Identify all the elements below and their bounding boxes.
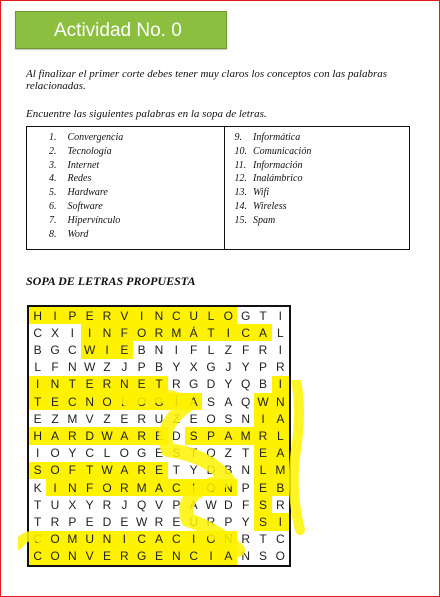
grid-letter-cell[interactable]: Q — [240, 377, 251, 392]
grid-letter-cell[interactable]: B — [224, 463, 233, 478]
word-list-item — [235, 200, 410, 214]
grid-letter-cell[interactable]: T — [150, 376, 167, 393]
grid-letter-cell[interactable]: U — [189, 514, 198, 529]
grid-letter-cell[interactable]: I — [29, 376, 46, 393]
word-number: 4. — [49, 173, 57, 185]
grid-letter-cell[interactable]: I — [116, 531, 133, 548]
grid-letter-cell[interactable]: P — [137, 360, 146, 375]
grid-letter-cell[interactable]: N — [168, 548, 185, 565]
grid-letter-cell[interactable]: L — [116, 393, 133, 410]
grid-letter-cell[interactable]: L — [34, 360, 41, 375]
grid-letter-cell[interactable]: T — [202, 324, 219, 341]
word-text: Hardware — [65, 187, 108, 199]
grid-letter-cell[interactable]: P — [224, 514, 233, 529]
grid-letter-cell[interactable]: G — [50, 342, 60, 357]
grid-letter-cell[interactable]: R — [133, 427, 150, 444]
grid-letter-cell[interactable]: O — [133, 393, 150, 410]
grid-letter-cell[interactable]: Z — [103, 360, 111, 375]
grid-letter-cell[interactable]: I — [278, 308, 282, 323]
grid-letter-cell[interactable]: C — [185, 548, 202, 565]
grid-letter-cell[interactable]: R — [133, 462, 150, 479]
grid-letter-cell[interactable]: Á — [185, 324, 202, 341]
grid-letter-cell[interactable]: F — [116, 324, 133, 341]
grid-letter-cell[interactable]: E — [150, 462, 167, 479]
grid-letter-cell[interactable]: L — [103, 446, 111, 461]
grid-letter-cell[interactable]: N — [64, 479, 81, 496]
grid-letter-cell[interactable]: T — [64, 376, 81, 393]
grid-letter-cell[interactable]: Z — [103, 411, 111, 426]
grid-letter-cell[interactable]: N — [150, 307, 167, 324]
grid-letter-cell[interactable]: A — [116, 427, 133, 444]
grid-letter-cell[interactable]: C — [67, 342, 77, 357]
grid-letter-cell[interactable]: G — [150, 393, 167, 410]
grid-letter-cell[interactable]: B — [137, 342, 146, 357]
word-text: Software — [65, 200, 103, 212]
grid-letter-cell[interactable]: Z — [172, 411, 180, 426]
grid-letter-cell[interactable]: Q — [206, 446, 216, 461]
grid-letter-cell[interactable]: E — [81, 376, 98, 393]
grid-letter-cell[interactable]: R — [116, 548, 133, 565]
grid-letter-cell[interactable]: T — [259, 532, 267, 547]
grid-letter-cell[interactable]: A — [189, 497, 198, 512]
word-number: 9. — [234, 132, 242, 143]
grid-letter-cell[interactable]: O — [50, 446, 60, 461]
grid-letter-cell[interactable]: O — [275, 549, 285, 564]
grid-letter-cell[interactable]: A — [46, 427, 63, 444]
grid-letter-cell[interactable]: Y — [224, 377, 233, 392]
grid-letter-cell[interactable]: F — [241, 342, 250, 357]
word-list-item — [235, 159, 410, 173]
grid-letter-cell[interactable]: Z — [224, 342, 232, 357]
grid-letter-cell[interactable]: L — [254, 462, 271, 479]
grid-letter-cell[interactable]: X — [50, 325, 59, 340]
grid-letter-cell[interactable]: W — [98, 462, 115, 479]
word-text: Redes — [65, 173, 92, 185]
grid-letter-cell[interactable]: C — [29, 548, 46, 565]
grid-letter-cell[interactable]: I — [272, 513, 289, 530]
grid-letter-cell[interactable]: M — [67, 411, 78, 426]
grid-letter-cell[interactable]: N — [64, 548, 81, 565]
grid-letter-cell[interactable]: R — [98, 376, 115, 393]
word-text: Informática — [250, 132, 301, 143]
grid-letter-cell[interactable]: G — [188, 377, 199, 392]
grid-letter-cell[interactable]: N — [98, 324, 115, 341]
word-number: 5. — [49, 187, 57, 199]
grid-letter-cell[interactable]: N — [220, 531, 237, 548]
grid-letter-cell[interactable]: E — [85, 514, 94, 529]
grid-letter-cell[interactable]: L — [207, 342, 215, 357]
word-text: Wifi — [250, 187, 270, 199]
grid-letter-cell[interactable]: P — [172, 497, 181, 512]
grid-letter-cell[interactable]: E — [254, 479, 271, 496]
word-list-item — [235, 186, 410, 200]
word-number: 10. — [234, 145, 247, 157]
word-number: 6. — [49, 200, 57, 212]
word-text: Word — [65, 228, 89, 240]
grid-letter-cell[interactable]: N — [46, 376, 63, 393]
grid-letter-cell[interactable]: W — [136, 514, 148, 529]
grid-letter-cell[interactable]: E — [98, 548, 115, 565]
grid-letter-cell[interactable]: N — [98, 531, 115, 548]
word-text: Comunicación — [250, 145, 312, 157]
word-list-item — [49, 145, 224, 159]
word-number: 1. — [49, 132, 57, 143]
grid-letter-cell[interactable]: Z — [51, 411, 59, 426]
grid-letter-cell[interactable]: R — [116, 479, 133, 496]
grid-letter-cell[interactable]: K — [33, 480, 42, 495]
grid-letter-cell[interactable]: C — [133, 531, 150, 548]
grid-letter-cell[interactable]: O — [202, 531, 219, 548]
word-list-item — [49, 131, 224, 145]
grid-letter-cell[interactable]: A — [272, 445, 289, 462]
grid-letter-cell[interactable]: A — [272, 410, 289, 427]
grid-letter-cell[interactable]: N — [241, 411, 250, 426]
grid-letter-cell[interactable]: A — [116, 462, 133, 479]
grid-letter-cell[interactable]: B — [258, 377, 267, 392]
word-number: 11. — [234, 159, 247, 171]
grid-letter-cell[interactable]: W — [254, 393, 271, 410]
grid-letter-cell[interactable]: I — [272, 376, 289, 393]
grid-letter-cell[interactable]: T — [172, 463, 180, 478]
grid-letter-cell[interactable]: Y — [241, 514, 250, 529]
grid-letter-cell[interactable]: O — [46, 531, 63, 548]
grid-letter-cell[interactable]: I — [185, 531, 202, 548]
grid-letter-cell[interactable]: P — [241, 480, 250, 495]
grid-letter-cell[interactable]: L — [202, 307, 219, 324]
grid-letter-cell[interactable]: G — [206, 360, 216, 375]
grid-letter-cell[interactable]: E — [172, 514, 181, 529]
grid-letter-cell[interactable]: X — [68, 497, 77, 512]
grid-letter-cell[interactable]: O — [119, 446, 129, 461]
grid-letter-cell[interactable]: I — [81, 324, 98, 341]
grid-letter-cell[interactable]: M — [168, 324, 185, 341]
grid-letter-cell[interactable]: N — [241, 463, 250, 478]
grid-letter-cell[interactable]: P — [68, 514, 77, 529]
grid-letter-cell[interactable]: R — [102, 497, 112, 512]
word-number: 15. — [234, 214, 247, 226]
grid-letter-cell[interactable]: P — [202, 427, 219, 444]
grid-letter-cell[interactable]: W — [84, 360, 96, 375]
grid-letter-cell[interactable]: E — [120, 514, 129, 529]
grid-letter-cell[interactable]: G — [240, 308, 251, 323]
grid-letter-cell[interactable]: D — [171, 428, 181, 443]
grid-letter-cell[interactable]: B — [33, 342, 42, 357]
word-text: Inalámbrico — [250, 173, 303, 185]
word-search-grid[interactable] — [27, 305, 291, 567]
grid-letter-cell[interactable]: R — [137, 411, 146, 426]
word-number: 2. — [49, 145, 57, 157]
grid-letter-cell[interactable]: O — [133, 324, 150, 341]
grid-letter-cell[interactable]: E — [133, 376, 150, 393]
grid-letter-cell[interactable]: N — [220, 479, 237, 496]
grid-letter-cell[interactable]: R — [154, 514, 164, 529]
grid-letter-cell[interactable]: O — [46, 548, 63, 565]
grid-letter-cell[interactable]: O — [46, 462, 63, 479]
grid-letter-cell[interactable]: S — [254, 496, 271, 513]
word-list-item — [49, 172, 224, 186]
grid-letter-cell[interactable]: U — [154, 411, 164, 426]
grid-letter-cell[interactable]: M — [133, 479, 150, 496]
grid-letter-cell[interactable]: O — [206, 411, 216, 426]
word-text: Spam — [250, 214, 276, 226]
word-list-item — [235, 214, 410, 228]
grid-letter-cell[interactable]: Í — [168, 393, 185, 410]
grid-letter-cell[interactable]: O — [220, 307, 237, 324]
grid-letter-cell[interactable]: O — [202, 479, 219, 496]
grid-letter-cell[interactable]: L — [272, 427, 289, 444]
grid-letter-cell[interactable]: I — [254, 410, 271, 427]
grid-letter-cell[interactable]: G — [136, 446, 147, 461]
grid-letter-cell[interactable]: Q — [136, 497, 147, 512]
grid-letter-cell[interactable]: A — [254, 324, 271, 341]
grid-letter-cell[interactable]: R — [258, 342, 268, 357]
grid-letter-cell[interactable]: T — [241, 446, 250, 461]
grid-letter-cell[interactable]: N — [67, 360, 77, 375]
word-list-right-column — [224, 127, 410, 249]
grid-letter-cell[interactable]: Q — [240, 394, 251, 409]
grid-letter-cell[interactable]: S — [185, 427, 202, 444]
instruction-text: Encuentre las siguientes palabras en la sopa de letras. — [26, 108, 267, 120]
grid-letter-cell[interactable]: W — [81, 341, 98, 358]
grid-letter-cell[interactable]: E — [116, 341, 133, 358]
grid-letter-cell[interactable]: S — [258, 549, 267, 564]
grid-letter-cell[interactable]: C — [275, 532, 285, 547]
grid-letter-cell[interactable]: F — [64, 462, 81, 479]
grid-letter-cell[interactable]: I — [46, 307, 63, 324]
grid-letter-cell[interactable]: T — [33, 497, 42, 512]
grid-letter-cell[interactable]: C — [85, 446, 94, 461]
grid-letter-cell[interactable]: M — [237, 427, 254, 444]
puzzle-title: SOPA DE LETRAS PROPUESTA — [26, 274, 196, 288]
grid-letter-cell[interactable]: E — [254, 445, 271, 462]
word-text: Convergencia — [65, 132, 124, 143]
grid-letter-cell[interactable]: E — [46, 393, 63, 410]
grid-letter-cell[interactable]: I — [70, 325, 74, 340]
grid-letter-cell[interactable]: S — [254, 513, 271, 530]
grid-letter-cell[interactable]: R — [50, 514, 60, 529]
word-number: 8. — [49, 228, 57, 240]
grid-letter-cell[interactable]: N — [241, 549, 250, 564]
grid-letter-cell[interactable]: U — [185, 307, 202, 324]
word-text: Información — [250, 159, 303, 171]
word-list-item — [235, 172, 410, 186]
word-text: Tecnología — [65, 145, 112, 157]
grid-letter-cell[interactable]: J — [121, 360, 128, 375]
word-list-item — [49, 214, 224, 228]
grid-letter-cell[interactable]: M — [64, 531, 81, 548]
grid-letter-cell[interactable]: I — [35, 446, 40, 461]
grid-letter-cell[interactable]: Y — [68, 446, 77, 461]
grid-letter-cell[interactable]: F — [51, 360, 59, 375]
grid-letter-cell[interactable]: T — [259, 308, 267, 323]
grid-letter-cell[interactable]: V — [85, 411, 94, 426]
word-list-item — [49, 200, 224, 214]
grid-letter-cell[interactable]: D — [81, 427, 98, 444]
grid-letter-cell[interactable]: A — [224, 394, 233, 409]
grid-letter-cell[interactable]: S — [172, 446, 181, 461]
grid-letter-cell[interactable]: N — [81, 393, 98, 410]
grid-letter-cell[interactable]: E — [81, 307, 98, 324]
grid-letter-cell[interactable]: T — [189, 446, 198, 461]
grid-letter-cell[interactable]: R — [206, 514, 216, 529]
word-number: 7. — [49, 214, 57, 226]
grid-letter-cell[interactable]: D — [206, 463, 216, 478]
grid-letter-cell[interactable]: I — [278, 342, 282, 357]
grid-letter-cell[interactable]: R — [254, 427, 271, 444]
grid-letter-cell[interactable]: X — [189, 360, 198, 375]
grid-letter-cell[interactable]: I — [133, 307, 150, 324]
grid-letter-cell[interactable]: C — [168, 307, 185, 324]
grid-letter-cell[interactable]: V — [81, 548, 98, 565]
word-text: Internet — [65, 159, 100, 171]
grid-letter-cell[interactable]: E — [120, 411, 129, 426]
grid-letter-cell[interactable]: O — [98, 479, 115, 496]
word-list-item — [49, 228, 224, 242]
intro-paragraph: Al finalizar el primer corte debes tener muy claros los conceptos con las palabras relacionadas. — [26, 68, 388, 92]
grid-letter-cell[interactable]: B — [272, 479, 289, 496]
grid-letter-cell[interactable]: Y — [241, 360, 250, 375]
grid-letter-cell[interactable]: D — [206, 377, 216, 392]
grid-letter-cell[interactable]: T — [29, 393, 46, 410]
grid-letter-cell[interactable]: C — [33, 325, 42, 340]
grid-letter-cell[interactable]: A — [220, 548, 237, 565]
grid-letter-cell[interactable]: T — [33, 514, 42, 529]
grid-letter-cell[interactable]: E — [150, 427, 167, 444]
word-text: Wireless — [250, 200, 287, 212]
word-number: 3. — [49, 159, 57, 171]
grid-letter-cell[interactable]: R — [241, 532, 250, 547]
grid-letter-cell[interactable]: N — [272, 393, 289, 410]
grid-letter-cell[interactable]: C — [168, 479, 185, 496]
grid-letter-cell[interactable]: Y — [85, 497, 94, 512]
grid-letter-cell[interactable]: N — [116, 376, 133, 393]
grid-letter-cell[interactable]: R — [150, 324, 167, 341]
grid-letter-cell[interactable]: I — [185, 479, 202, 496]
activity-title-banner: Actividad No. 0 — [15, 11, 227, 49]
grid-letter-cell[interactable]: Y — [172, 360, 181, 375]
grid-letter-cell[interactable]: C — [168, 531, 185, 548]
grid-letter-cell[interactable]: A — [220, 427, 237, 444]
word-number: 13. — [234, 187, 247, 199]
grid-letter-cell[interactable]: R — [275, 497, 285, 512]
grid-letter-cell[interactable]: V — [116, 307, 133, 324]
word-list-left-column — [27, 127, 224, 249]
grid-letter-cell[interactable]: P — [64, 307, 81, 324]
grid-letter-cell[interactable]: I — [202, 548, 219, 565]
grid-letter-cell[interactable]: A — [150, 479, 167, 496]
grid-letter-cell[interactable]: F — [81, 479, 98, 496]
grid-letter-cell[interactable]: J — [121, 497, 128, 512]
word-list-item — [49, 159, 224, 173]
grid-letter-cell[interactable]: S — [206, 394, 215, 409]
word-number: 14. — [234, 200, 247, 212]
word-number: 12. — [234, 173, 247, 185]
grid-letter-cell[interactable]: I — [220, 324, 237, 341]
grid-letter-cell[interactable]: Y — [189, 463, 198, 478]
grid-letter-cell[interactable]: P — [258, 360, 267, 375]
grid-letter-cell[interactable]: R — [275, 360, 285, 375]
grid-letter-cell[interactable]: M — [272, 462, 289, 479]
grid-letter-cell[interactable]: D — [223, 497, 233, 512]
grid-letter-cell[interactable]: N — [154, 342, 164, 357]
grid-letter-cell[interactable]: V — [154, 497, 163, 512]
word-list-item — [49, 186, 224, 200]
grid-letter-cell[interactable]: H — [29, 427, 46, 444]
grid-letter-cell[interactable]: U — [81, 531, 98, 548]
grid-letter-cell[interactable]: R — [171, 377, 181, 392]
grid-letter-cell[interactable]: W — [98, 427, 115, 444]
grid-letter-cell[interactable]: E — [150, 548, 167, 565]
grid-letter-cell[interactable]: B — [154, 360, 163, 375]
grid-letter-cell[interactable]: A — [150, 531, 167, 548]
grid-letter-cell[interactable]: I — [46, 479, 63, 496]
grid-letter-cell[interactable]: F — [189, 342, 198, 357]
grid-letter-cell[interactable]: I — [174, 342, 178, 357]
grid-letter-cell[interactable]: A — [185, 393, 202, 410]
word-text: Hipervínculo — [65, 214, 121, 226]
grid-letter-cell[interactable]: Z — [224, 446, 232, 461]
word-list-item — [235, 131, 410, 145]
grid-letter-cell[interactable]: I — [98, 341, 115, 358]
grid-letter-cell[interactable]: C — [64, 393, 81, 410]
grid-letter-cell[interactable]: J — [225, 360, 232, 375]
grid-letter-cell[interactable]: E — [33, 411, 42, 426]
grid-letter-cell[interactable]: E — [189, 411, 198, 426]
grid-letter-cell[interactable]: T — [81, 462, 98, 479]
grid-letter-cell[interactable]: R — [98, 307, 115, 324]
grid-letter-cell[interactable]: C — [237, 324, 254, 341]
grid-letter-cell[interactable]: S — [29, 462, 46, 479]
word-list-box — [26, 126, 410, 250]
word-list-item — [235, 145, 410, 159]
grid-letter-cell[interactable]: G — [133, 548, 150, 565]
grid-letter-cell[interactable]: H — [29, 307, 46, 324]
grid-letter-cell[interactable]: O — [98, 393, 115, 410]
grid-letter-cell[interactable]: E — [154, 446, 163, 461]
grid-letter-cell[interactable]: L — [276, 325, 284, 340]
grid-letter-cell[interactable]: R — [64, 427, 81, 444]
grid-letter-cell[interactable]: S — [224, 411, 233, 426]
grid-letter-cell[interactable]: U — [50, 497, 60, 512]
grid-letter-cell[interactable]: D — [102, 514, 112, 529]
grid-letter-cell[interactable]: F — [241, 497, 250, 512]
grid-letter-cell[interactable]: W — [205, 497, 217, 512]
grid-letter-cell[interactable]: C — [29, 531, 46, 548]
